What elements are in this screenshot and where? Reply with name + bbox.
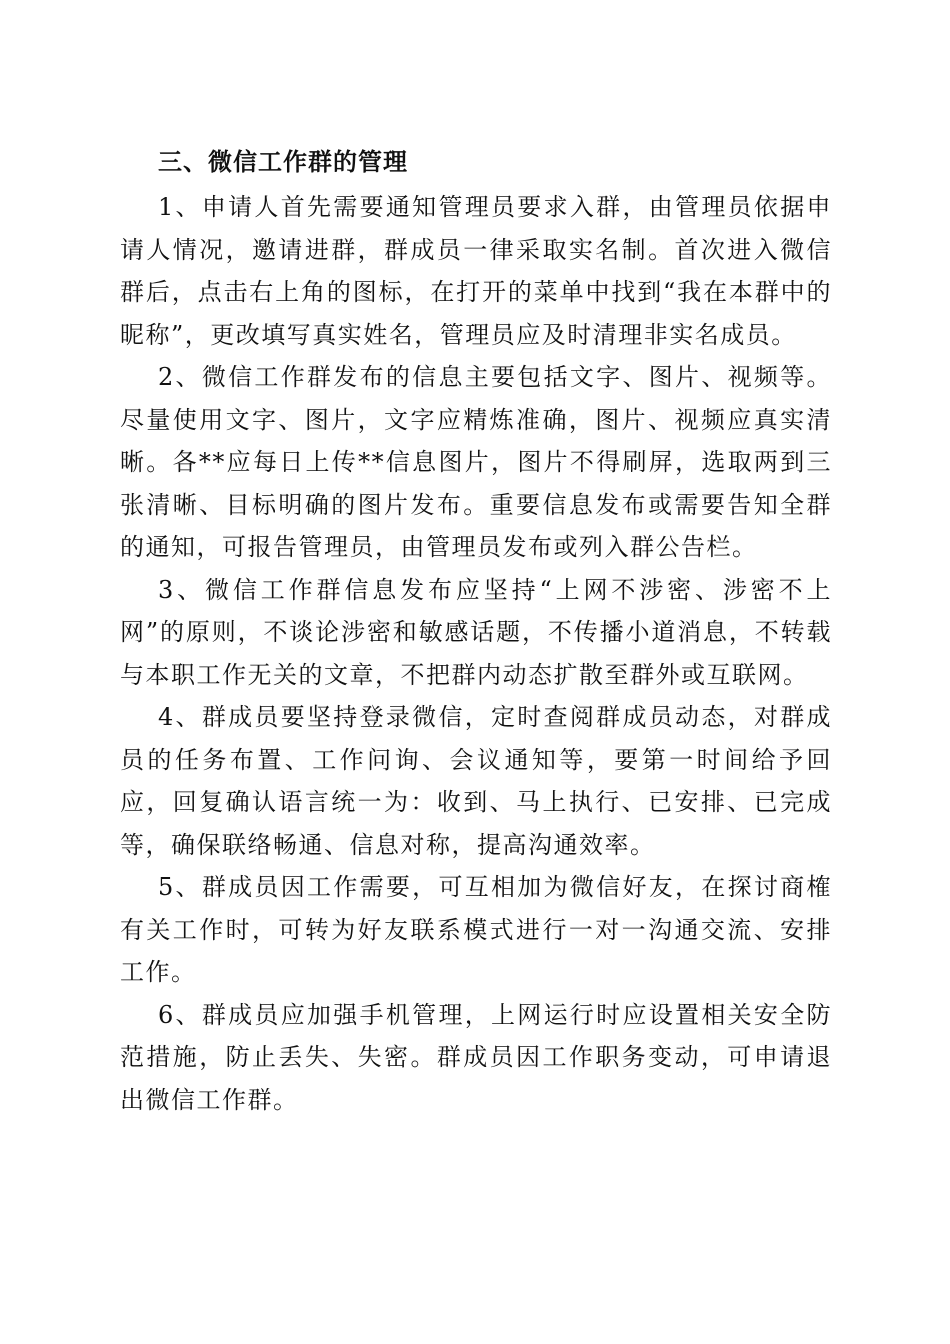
paragraph-3: 3、微信工作群信息发布应坚持“上网不涉密、涉密不上网”的原则，不谈论涉密和敏感话题，不传播小道消息，不转载与本职工作无关的文章，不把群内动态扩散至群外或互联网。 <box>120 575 832 689</box>
section-heading: 三、微信工作群的管理 <box>158 148 408 176</box>
paragraph-1: 1、申请人首先需要通知管理员要求入群，由管理员依据申请人情况，邀请进群，群成员一律采取实名制。首次进入微信群后，点击右上角的图标，在打开的菜单中找到“我在本群中的昵称”，更改填写真实姓名，管理员应及时清理非实名成员。 <box>120 193 832 349</box>
paragraph-2: 2、微信工作群发布的信息主要包括文字、图片、视频等。尽量使用文字、图片，文字应精炼准确，图片、视频应真实清晰。各**应每日上传**信息图片，图片不得刷屏，选取两到三张清晰、目标明确的图片发布。重要信息发布或需要告知全群的通知，可报告管理员，由管理员发布或列入群公告栏。 <box>120 363 832 561</box>
paragraph-5: 5、群成员因工作需要，可互相加为微信好友，在探讨商榷有关工作时，可转为好友联系模式进行一对一沟通交流、安排工作。 <box>120 873 832 986</box>
document-body <box>120 138 832 1121</box>
paragraph-4: 4、群成员要坚持登录微信，定时查阅群成员动态，对群成员的任务布置、工作问询、会议通知等，要第一时间给予回应，回复确认语言统一为：收到、马上执行、已安排、已完成等，确保联络畅通、信息对称，提高沟通效率。 <box>120 703 832 859</box>
paragraph-6: 6、群成员应加强手机管理，上网运行时应设置相关安全防范措施，防止丢失、失密。群成员因工作职务变动，可申请退出微信工作群。 <box>120 1000 832 1114</box>
